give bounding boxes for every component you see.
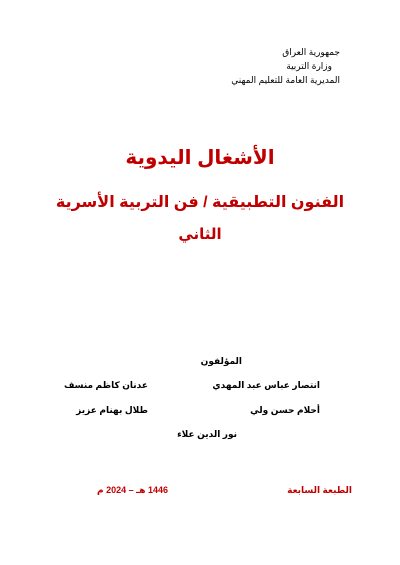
author-name: أحلام حسن ولي — [250, 405, 320, 415]
ministry-header — [170, 45, 340, 87]
author-name: طلال بهنام عزيز — [76, 405, 148, 415]
edition-label: الطبعة السابعة — [287, 485, 352, 495]
author-name: عدنان كاظم منسف — [63, 380, 148, 390]
authors-heading: المؤلفون — [200, 356, 242, 366]
publication-year: 1446 هـ – 2024 م — [97, 485, 168, 495]
ministry-name: وزارة التربية — [286, 61, 332, 71]
country-name: جمهورية العراق — [282, 47, 340, 57]
author-name: انتصار عباس عبد المهدي — [212, 380, 320, 390]
book-subtitle: الفنون التطبيقية / فن التربية الأسرية — [55, 194, 345, 211]
grade-level: الثاني — [178, 226, 222, 243]
directorate-name: المديرية العامة للتعليم المهني — [231, 75, 340, 85]
author-name: نور الدين علاء — [177, 429, 237, 439]
book-title: الأشغال اليدوية — [125, 147, 275, 169]
